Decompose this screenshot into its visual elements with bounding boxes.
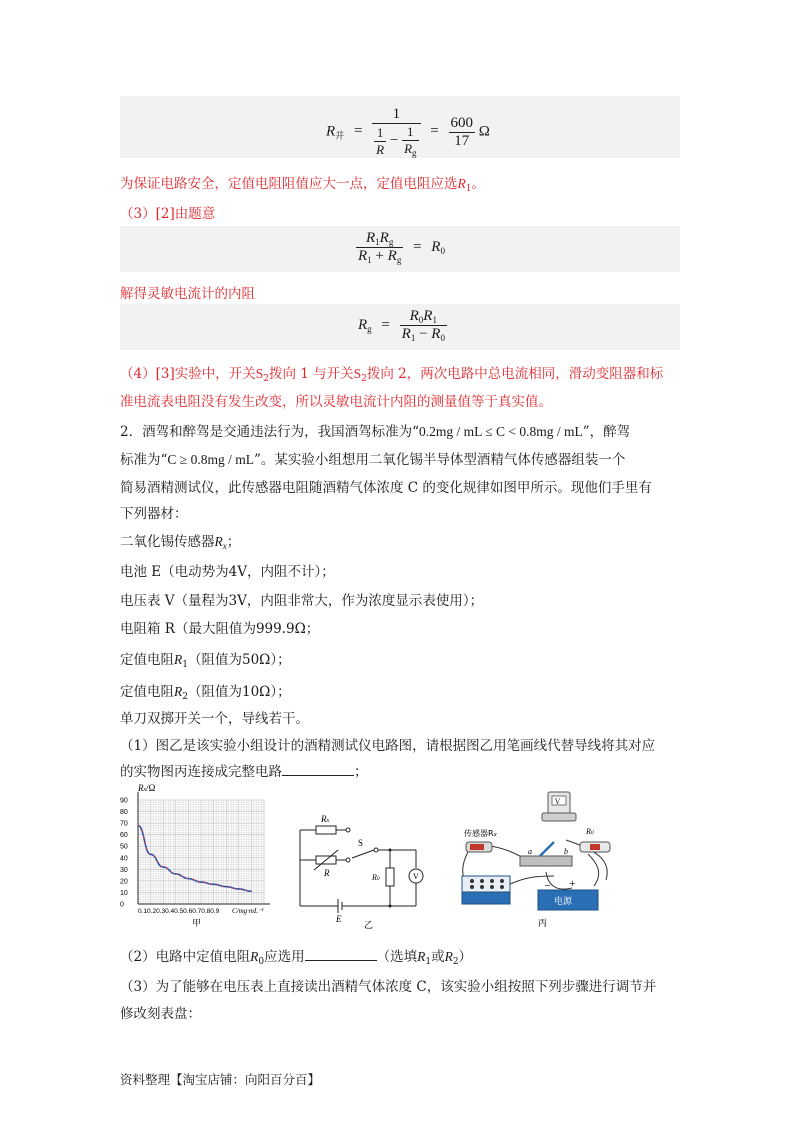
subquestion-1-line-1: （1）图乙是该实验小组设计的酒精测试仪电路图，请根据图乙用笔画线代替导线将其对应 <box>120 738 656 754</box>
page-footer: 资料整理【淘宝店铺：向阳百分百】 <box>120 1072 321 1087</box>
question-2-line-4: 下列器材： <box>120 506 188 522</box>
label-sensor: 传感器Rx <box>464 829 497 838</box>
label-e: E <box>336 914 342 924</box>
chart-data-point <box>226 886 227 887</box>
label-a: a <box>528 847 532 856</box>
label-r0-device: R0 <box>586 827 594 836</box>
answer-blank-2[interactable] <box>305 948 377 961</box>
chart-data-point <box>200 881 201 882</box>
figure-bing <box>456 780 624 930</box>
chart-y-tick-label: 20 <box>120 878 128 886</box>
fixed-resistor-symbol <box>386 868 394 886</box>
chart-data-point <box>213 884 214 885</box>
subquestion-3-line-2: 修改刻表盘： <box>120 1006 201 1022</box>
chart-y-tick-label: 60 <box>120 832 128 840</box>
equipment-item-voltmeter: 电压表 V（量程为3V，内阻非常大，作为浓度显示表使用）； <box>120 593 484 609</box>
label-b: b <box>564 847 568 856</box>
switch-blade <box>352 850 374 858</box>
equation-box-2 <box>120 226 680 272</box>
answer-paragraph-2: （3）[2]由题意 <box>120 206 216 222</box>
equation-parallel-resistance: $R_并$ = 1 $\frac{1}{R}$ − $\frac{1}{R_g}$ = $\frac{600}{17}$ Ω <box>326 106 490 158</box>
question-2-line-1: 2．酒驾和醉驾是交通违法行为，我国酒驾标准为“0.2mg / mL ≤ C < 0.8mg / mL”，醉驾 <box>120 424 631 440</box>
apparatus-illustration <box>456 780 624 930</box>
label-r: R <box>324 868 330 878</box>
answer-blank-1[interactable] <box>282 763 354 776</box>
label-rx: Rx <box>321 814 330 824</box>
chart-series-line <box>138 825 251 891</box>
chart-y-tick-label: 10 <box>120 889 128 897</box>
chart-data-point <box>137 825 138 826</box>
chart-data-point <box>251 891 252 892</box>
subquestion-1-line-2: 的实物图丙连接成完整电路 ； <box>120 764 368 780</box>
concentration-resistance-chart <box>114 780 284 930</box>
question-2-line-3: 简易酒精测试仪，此传感器电阻随酒精气体浓度 C 的变化规律如图甲所示。现他们手里有 <box>120 480 652 496</box>
equation-rg-relation: $\frac{R_1R_g}{R_1 + R_g}$ = $R_0$ <box>358 230 445 265</box>
subquestion-3-line-1: （3）为了能够在电压表上直接读出酒精气体浓度 C，该实验小组按照下列步骤进行调节并 <box>120 979 657 995</box>
circuit-diagram <box>294 800 424 930</box>
chart-y-tick-label: 0 <box>120 901 124 909</box>
figure-caption-bing: 丙 <box>538 919 548 929</box>
equipment-item-battery: 电池 E（电动势为4V，内阻不计）； <box>120 564 335 580</box>
figure-yi <box>294 800 424 930</box>
switch-device <box>520 856 572 866</box>
sensor-resistor-symbol <box>316 826 336 834</box>
subquestion-2: （2）电路中定值电阻$R_0$应选用 （选填$R_1$或$R_2$） <box>120 949 473 967</box>
equipment-item-resistance-box: 电阻箱 R（最大阻值为999.9Ω； <box>120 621 320 637</box>
label-r0: R0 <box>372 873 380 882</box>
equipment-item-r2: 定值电阻$R_2$（阻值为10Ω）； <box>120 684 291 702</box>
chart-data-point <box>188 878 189 879</box>
answer-paragraph-4-line-2: 准电流表电阻没有发生改变，所以灵敏电流计内阻的测量值等于真实值。 <box>120 394 552 410</box>
label-power: 电源 <box>554 897 573 907</box>
label-v: V <box>413 872 419 881</box>
chart-data-point <box>175 873 176 874</box>
equation-box-3 <box>120 304 680 350</box>
equation-rg-solution: $R_g$ = $\frac{R_0R_1}{R_1 - R_0}$ <box>358 308 445 343</box>
label-minus: − <box>544 881 551 890</box>
equipment-item-r1: 定值电阻$R_1$（阻值为50Ω）； <box>120 652 291 670</box>
question-2-line-2: 标准为“C ≥ 0.8mg / mL”。某实验小组想用二氧化锡半导体型酒精气体传感器组装一个 <box>120 452 626 468</box>
equipment-item-sensor: 二氧化锡传感器$R_x$； <box>120 534 241 551</box>
figure-caption-yi: 乙 <box>364 921 374 930</box>
equation-box-1 <box>120 96 680 158</box>
chart-data-point <box>238 888 239 889</box>
chart-x-tick-labels: 0.10.20.30.40.50.60.70.80.9 <box>138 908 220 915</box>
figure-jia <box>114 780 284 930</box>
chart-y-tick-label: 70 <box>120 820 128 828</box>
voltmeter-device-label: V <box>555 798 561 806</box>
chart-y-tick-label: 40 <box>120 855 128 863</box>
chart-x-label: C/mg·mL⁻¹ <box>232 907 264 915</box>
chart-data-point <box>163 866 164 867</box>
answer-paragraph-4-line-1: （4）[3]实验中，开关$S_2$拨向 1 与开关$S_2$拨向 2，两次电路中总电流相同，滑动变阻器和标 <box>120 366 664 384</box>
label-plus: + <box>569 879 576 888</box>
figure-caption-jia: 甲 <box>192 919 202 929</box>
chart-y-tick-label: 30 <box>120 866 128 874</box>
chart-y-label: Rx/Ω <box>138 783 156 793</box>
label-s: S <box>358 838 364 848</box>
answer-paragraph-1: 为保证电路安全，定值电阻阻值应大一点，定值电阻应选$R_1$。 <box>120 176 485 194</box>
chart-y-tick-label: 90 <box>120 797 128 805</box>
equipment-item-switch: 单刀双掷开关一个，导线若干。 <box>120 711 309 727</box>
answer-paragraph-3: 解得灵敏电流计的内阻 <box>120 286 255 302</box>
chart-y-tick-label: 80 <box>120 809 128 817</box>
chart-data-point <box>150 854 151 855</box>
chart-y-tick-label: 50 <box>120 843 128 851</box>
